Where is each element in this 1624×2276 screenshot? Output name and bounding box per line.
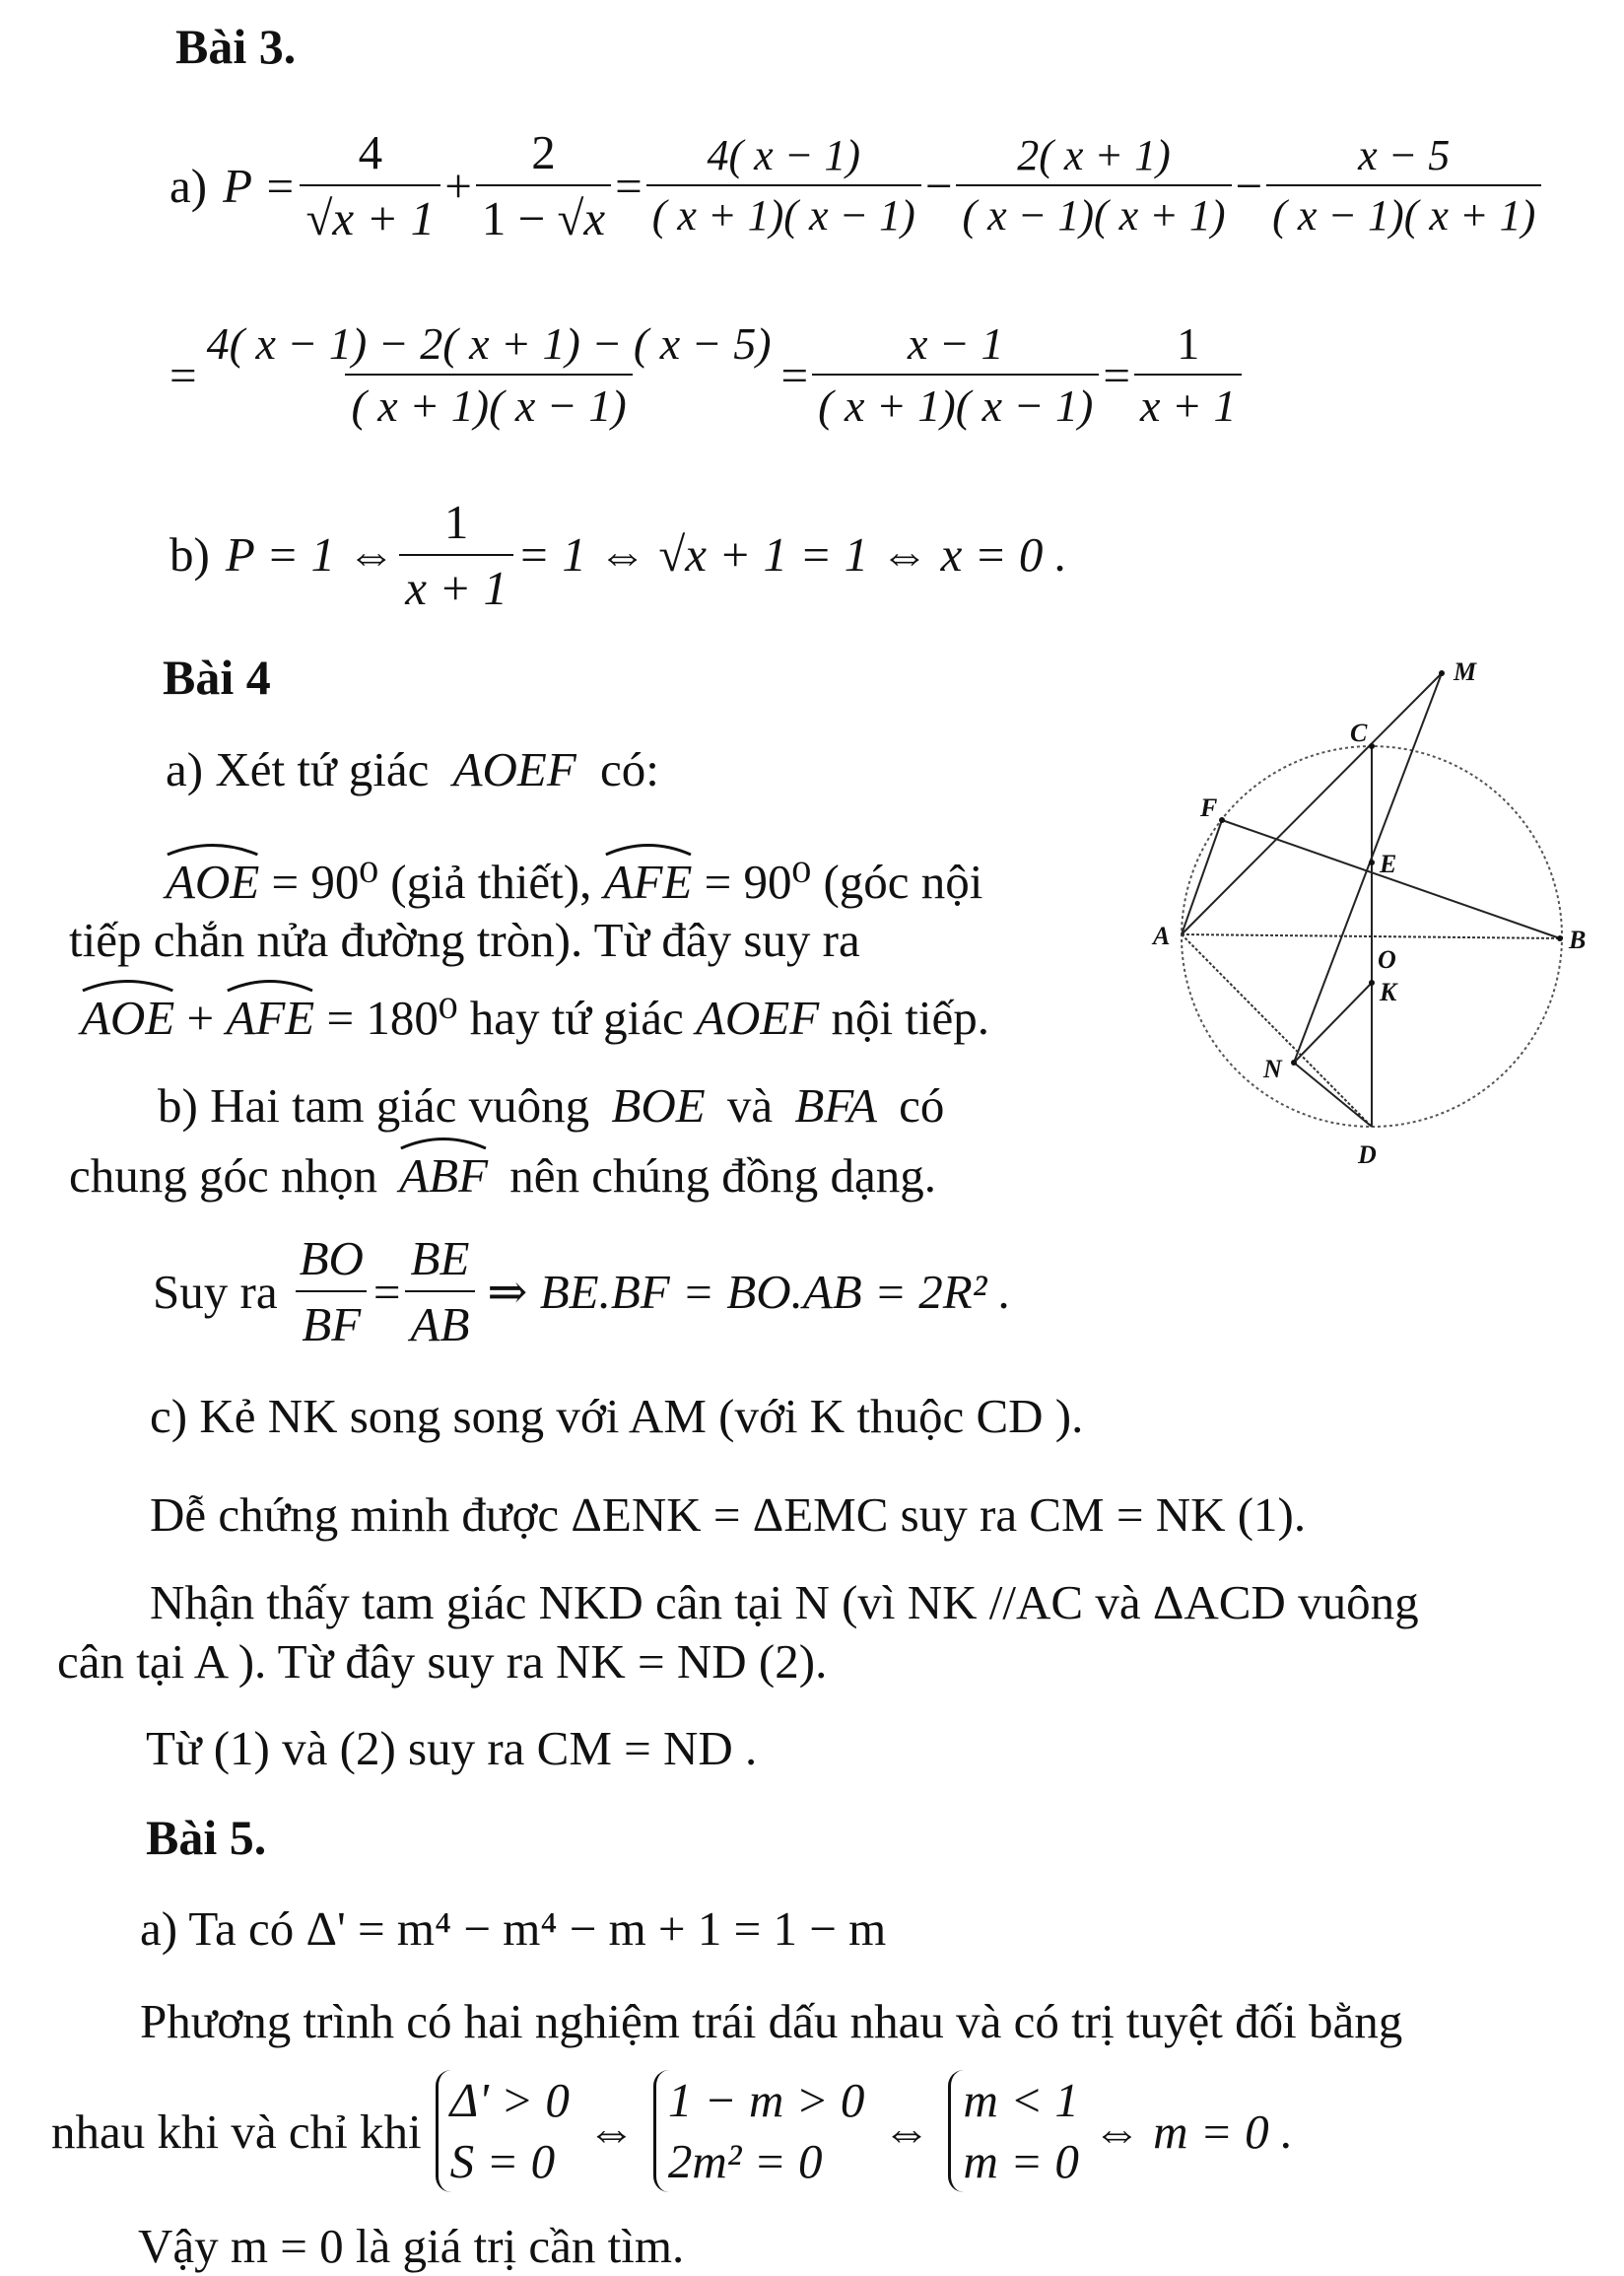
line-am — [1182, 673, 1442, 934]
line-af — [1182, 820, 1222, 934]
bai4-c-line3: Nhận thấy tam giác NKD cân tại N (vì NK //AC và ΔACD vuông — [150, 1575, 1419, 1629]
fraction-g3: $\frac{1}{x + 1}$ — [1134, 317, 1242, 432]
p-lhs: P = — [223, 158, 297, 213]
fraction-b: $\frac{1}{x + 1}$ — [399, 494, 513, 616]
line-mn — [1294, 673, 1442, 1063]
circle-figure — [1114, 651, 1606, 1183]
fraction-be-ab: $\frac{BE}{AB}$ — [405, 1230, 476, 1352]
bai4-b-line2: chung góc nhọn ABF nên chúng đồng dạng. — [69, 1134, 936, 1204]
fraction-3: $\frac{4( x - 1)}{( x + 1)( x - 1)}$ — [646, 130, 921, 241]
label-f: F — [1200, 793, 1218, 822]
label-e: E — [1380, 850, 1397, 878]
system-2: 1 − m > 0 2m² = 0 — [653, 2070, 865, 2192]
bai4-c-line2: Dễ chứng minh được ΔENK = ΔEMC suy ra CM = NK (1). — [150, 1487, 1307, 1542]
label-d: D — [1358, 1140, 1377, 1169]
bai4-a-line3: tiếp chắn nửa đường tròn). Từ đây suy ra — [69, 913, 860, 967]
bai4-c-line4: cân tại A ). Từ đây suy ra NK = ND (2). — [57, 1634, 828, 1689]
bai3-part-a-line2: = $\frac{4( x - 1) - 2( x + 1) - ( x - 5)}{( x + 1)( x - 1)}$ = $\frac{x - 1}{( x + 1)( x - 1)}$ = $\frac{1}{x + 1}$ — [169, 320, 1246, 429]
line-fb — [1222, 820, 1560, 938]
system-1: Δ' > 0 S = 0 — [436, 2070, 570, 2192]
fraction-g2: $\frac{x - 1}{( x + 1)( x - 1)}$ — [812, 317, 1099, 432]
fraction-2-over: $\frac{2}{1 - √x}$ — [476, 124, 611, 246]
part-a-label: a) — [169, 158, 208, 213]
bai4-a-intro: a) Xét tứ giác AOEF có: — [166, 742, 659, 796]
bai3-part-b: b) P = 1 ⇔ $\frac{1}{x + 1}$ = 1 ⇔ √x + 1 = 1 ⇔ x = 0 . — [169, 494, 1067, 615]
line-nd — [1294, 1063, 1372, 1127]
label-c: C — [1350, 719, 1368, 747]
bai3-part-a-line1: a) P = $\frac{4}{√x + 1}$ + $\frac{2}{1 - √x}$ = $\frac{4( x - 1)}{( x + 1)( x - 1)}$ − $\frac{2( x + 1)}{( x - 1)( x + 1)}$ − $\frac{x - 5}{( x - 1)( x + 1)}$ — [169, 136, 1545, 235]
bai5-conclusion: Vậy m = 0 là giá trị cần tìm. — [138, 2219, 685, 2273]
fraction-bo-bf: $\frac{BO}{BF}$ — [294, 1230, 370, 1352]
label-o: O — [1378, 945, 1396, 974]
system-3: m < 1 m = 0 — [948, 2070, 1078, 2192]
bai4-b-line3: Suy ra $\frac{BO}{BF}$ = $\frac{BE}{AB}$ ⇒ BE.BF = BO.AB = 2R² . — [153, 1231, 1011, 1351]
label-m: M — [1454, 657, 1477, 686]
bai5-a-line1: a) Ta có Δ' = m⁴ − m⁴ − m + 1 = 1 − m — [140, 1901, 887, 1956]
heading-bai-5: Bài 5. — [146, 1810, 267, 1865]
label-n: N — [1263, 1055, 1282, 1083]
label-b: B — [1569, 926, 1587, 954]
line-nk — [1294, 983, 1372, 1063]
heading-bai-3: Bài 3. — [175, 19, 297, 74]
fraction-4: $\frac{2( x + 1)}{( x - 1)( x + 1)}$ — [956, 130, 1231, 241]
fraction-g1: $\frac{4( x - 1) - 2( x + 1) - ( x - 5)}{( x + 1)( x - 1)}$ — [206, 318, 772, 431]
bai4-a-line2: AOE = 90⁰ (giả thiết), AFE = 90⁰ (góc nội — [166, 840, 982, 910]
bai4-b-line1: b) Hai tam giác vuông BOE và BFA có — [158, 1078, 945, 1133]
heading-bai-4: Bài 4 — [163, 650, 271, 705]
bai4-c-line5: Từ (1) và (2) suy ra CM = ND . — [146, 1721, 758, 1775]
label-a: A — [1153, 922, 1171, 950]
label-k: K — [1380, 978, 1397, 1006]
bai4-c-line1: c) Kẻ NK song song với AM (với K thuộc CD ). — [150, 1389, 1084, 1443]
bai5-a-line3: nhau khi và chỉ khi Δ' > 0 S = 0 ⇔ 1 − m > 0 2m² = 0 ⇔ m < 1 m = 0 ⇔ m = 0 . — [51, 2062, 1293, 2200]
fraction-5: $\frac{x - 5}{( x - 1)( x + 1)}$ — [1266, 130, 1541, 241]
fraction-4-over: $\frac{4}{√x + 1}$ — [300, 124, 440, 246]
bai4-a-line4: AOE + AFE = 180⁰ hay tứ giác AOEF nội tiếp. — [81, 976, 989, 1046]
line-ad — [1182, 934, 1372, 1127]
bai5-a-line2: Phương trình có hai nghiệm trái dấu nhau và có trị tuyệt đối bằng — [140, 1994, 1403, 2048]
